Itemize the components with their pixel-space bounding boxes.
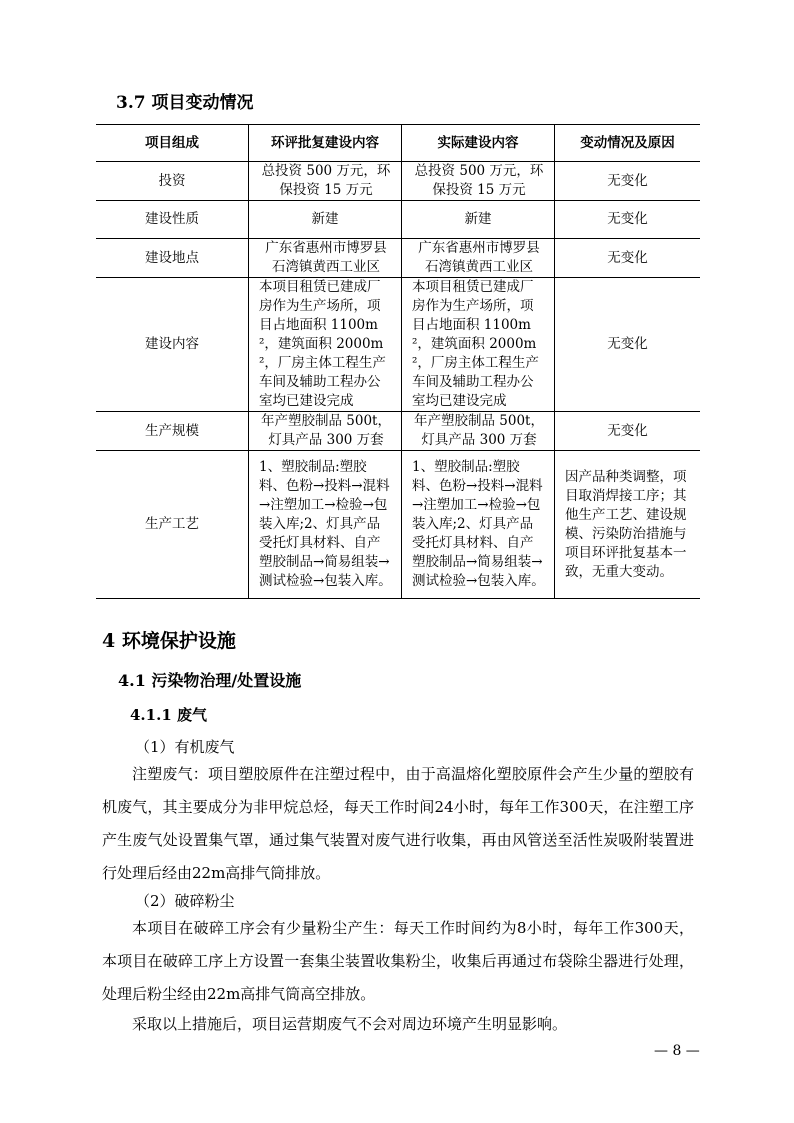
heading-pollutant-treatment: 4.1 污染物治理/处置设施 (118, 671, 302, 690)
project-change-table (96, 124, 700, 599)
actual-content: 新建 (402, 201, 555, 239)
table-row (96, 162, 700, 201)
table-row (96, 239, 700, 278)
change-reason: 无变化 (555, 278, 701, 412)
actual-content: 本项目租赁已建成厂房作为生产场所，项目占地面积 1100m²，建筑面积 2000m²，厂房主体工程生产车间及辅助工程办公室均已建设完成 (402, 278, 555, 412)
planned-content: 新建 (249, 201, 402, 239)
table-row (96, 451, 700, 599)
row-label: 投资 (96, 162, 249, 201)
planned-content: 1、塑胶制品:塑胶料、色粉→投料→混料→注塑加工→检验→包装入库;2、灯具产品受托灯具材料、自产塑胶制品→简易组装→测试检验→包装入库。 (249, 451, 402, 599)
page-number: — 8 — (654, 1043, 700, 1059)
actual-content: 年产塑胶制品 500t，灯具产品 300 万套 (402, 412, 555, 451)
table-row (96, 201, 700, 239)
paragraph-injection-gas: 注塑废气：项目塑胶原件在注塑过程中，由于高温熔化塑胶原件会产生少量的塑胶有机废气，其主要成分为非甲烷总烃，每天工作时间24小时，每年工作300天，在注塑工序产生废气处设置集气罩，通过集气装置对废气进行收集，再由风管送至活性炭吸附装置进行处理后经由22m高排气筒排放。 (102, 765, 694, 882)
table-row (96, 278, 700, 412)
heading-environment-protection: 4 环境保护设施 (102, 630, 236, 652)
planned-content: 年产塑胶制品 500t，灯具产品 300 万套 (249, 412, 402, 451)
planned-content: 总投资 500 万元，环保投资 15 万元 (249, 162, 402, 201)
row-label: 建设性质 (96, 201, 249, 239)
item-crushing-dust: （2）破碎粉尘 (135, 892, 235, 910)
actual-content: 1、塑胶制品:塑胶料、色粉→投料→混料→注塑加工→检验→包装入库;2、灯具产品受托灯具材料、自产塑胶制品→简易组装→测试检验→包装入库。 (402, 451, 555, 599)
header-cell: 实际建设内容 (402, 125, 555, 162)
change-reason: 因产品种类调整，项目取消焊接工序；其他生产工艺、建设规模、污染防治措施与项目环评批复基本一致，无重大变动。 (555, 451, 701, 599)
planned-content: 广东省惠州市博罗县石湾镇黄西工业区 (249, 239, 402, 278)
actual-content: 广东省惠州市博罗县石湾镇黄西工业区 (402, 239, 555, 278)
planned-content: 本项目租赁已建成厂房作为生产场所，项目占地面积 1100m²，建筑面积 2000m²，厂房主体工程生产车间及辅助工程办公室均已建设完成 (249, 278, 402, 412)
section-title: 3.7 项目变动情况 (116, 93, 254, 113)
header-cell: 项目组成 (96, 125, 249, 162)
header-cell: 变动情况及原因 (555, 125, 701, 162)
actual-content: 总投资 500 万元，环保投资 15 万元 (402, 162, 555, 201)
change-reason: 无变化 (555, 162, 701, 201)
row-label: 建设内容 (96, 278, 249, 412)
paragraph-crushing-dust: 本项目在破碎工序会有少量粉尘产生：每天工作时间约为8小时，每年工作300天，本项目在破碎工序上方设置一套集尘装置收集粉尘，收集后再通过布袋除尘器进行处理，处理后粉尘经由22m高排气筒高空排放。 (102, 919, 694, 1003)
row-label: 生产工艺 (96, 451, 249, 599)
heading-waste-gas: 4.1.1 废气 (130, 706, 207, 724)
change-reason: 无变化 (555, 201, 701, 239)
table-header-row (96, 125, 700, 162)
item-organic-gas: （1）有机废气 (135, 738, 235, 756)
change-reason: 无变化 (555, 412, 701, 451)
row-label: 建设地点 (96, 239, 249, 278)
row-label: 生产规模 (96, 412, 249, 451)
table-row (96, 412, 700, 451)
paragraph-conclusion: 采取以上措施后，项目运营期废气不会对周边环境产生明显影响。 (132, 1015, 568, 1033)
change-reason: 无变化 (555, 239, 701, 278)
header-cell: 环评批复建设内容 (249, 125, 402, 162)
